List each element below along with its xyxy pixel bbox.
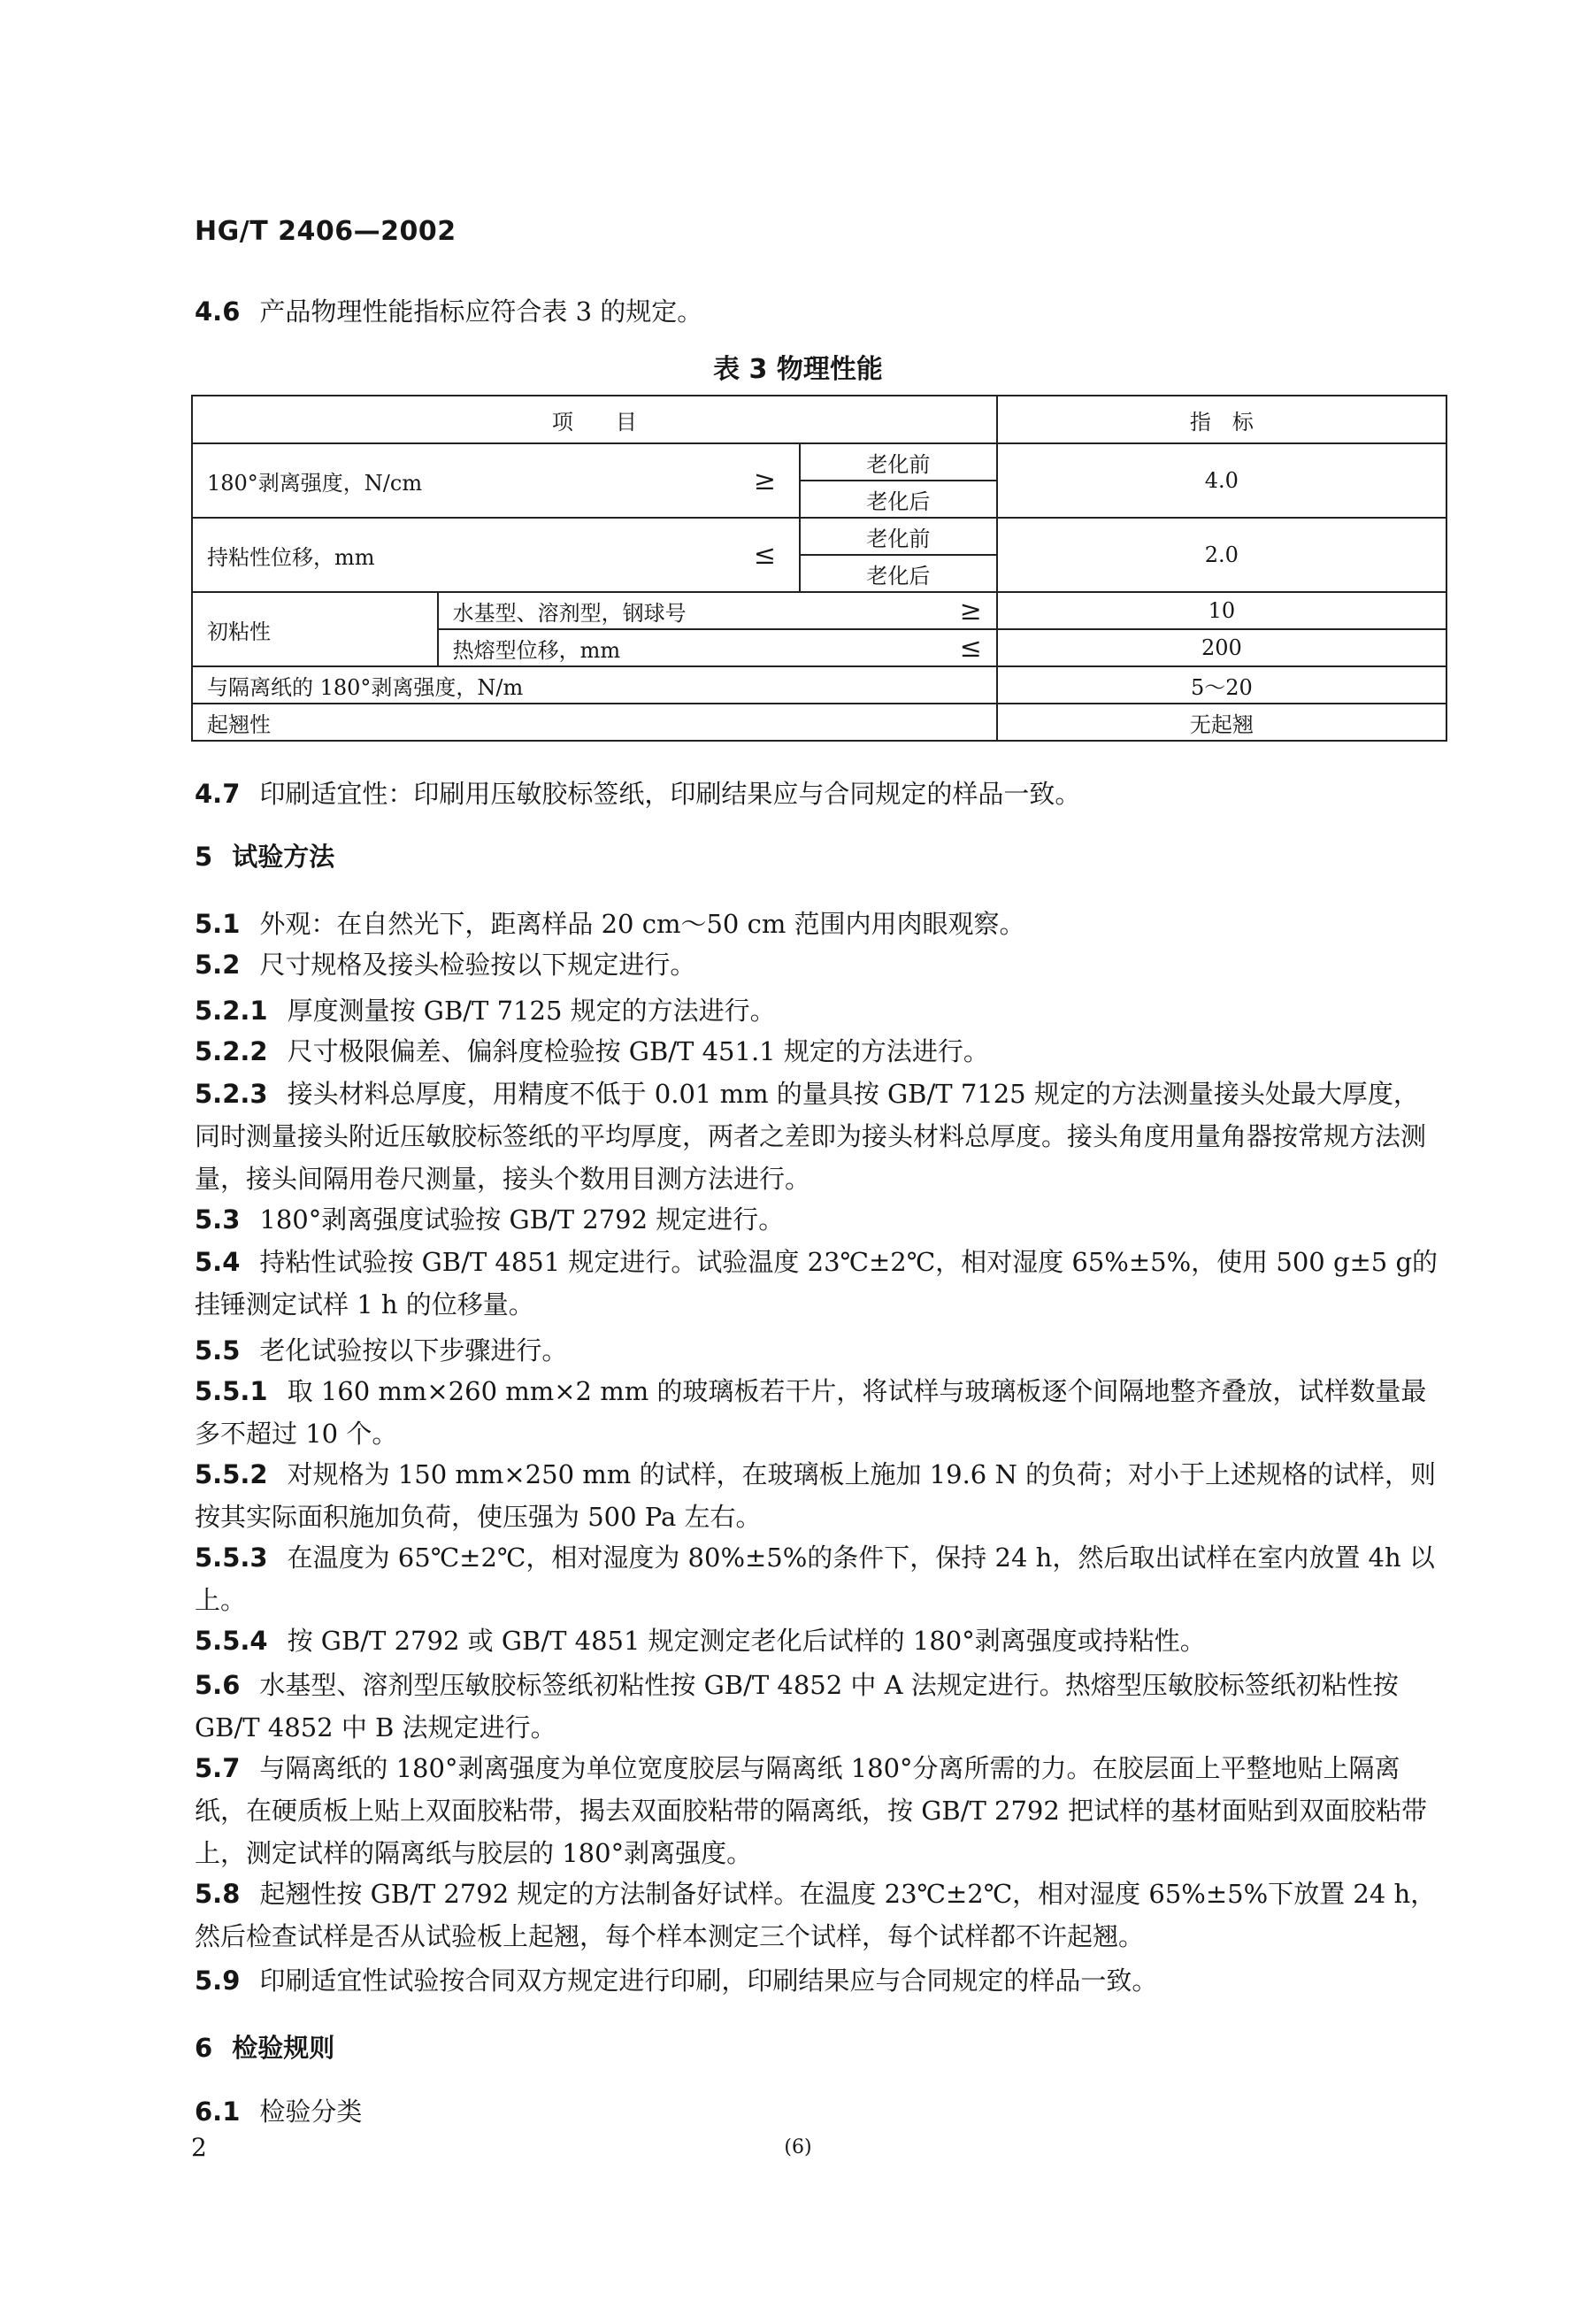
tack-row1-cell bbox=[438, 592, 997, 629]
table-row-tack-1 bbox=[192, 592, 1446, 629]
clause-text: 老化试验按以下步骤进行。 bbox=[259, 1335, 568, 1366]
table-caption: 表 3 物理性能 bbox=[713, 354, 883, 385]
hold-before: 老化前 bbox=[800, 518, 997, 555]
clause-number: 4.6 bbox=[195, 296, 241, 327]
clause-5-2-1 bbox=[195, 989, 1444, 1032]
clause-5-3 bbox=[195, 1198, 1444, 1241]
clause-number: 5.6 bbox=[195, 1670, 241, 1700]
clause-4-6 bbox=[195, 290, 1444, 333]
tack-row2-desc: 热熔型位移，mm bbox=[452, 637, 621, 663]
clause-text: 按 GB/T 2792 或 GB/T 4851 规定测定老化后试样的 180°剥离强度或持粘性。 bbox=[287, 1626, 1206, 1656]
lift-value: 无起翘 bbox=[997, 704, 1446, 741]
hold-value: 2.0 bbox=[997, 518, 1446, 592]
clause-5-8 bbox=[195, 1873, 1444, 1958]
tack-row2-value: 200 bbox=[997, 629, 1446, 666]
clause-number: 5.7 bbox=[195, 1753, 241, 1783]
peel-after: 老化后 bbox=[800, 481, 997, 518]
clause-text: 印刷适宜性：印刷用压敏胶标签纸，印刷结果应与合同规定的样品一致。 bbox=[259, 779, 1081, 809]
clause-5-5-4 bbox=[195, 1619, 1444, 1662]
tack-row2-cell bbox=[438, 629, 997, 666]
clause-text: 尺寸极限偏差、偏斜度检验按 GB/T 451.1 规定的方法进行。 bbox=[287, 1036, 989, 1066]
clause-text: 取 160 mm×260 mm×2 mm 的玻璃板若干片，将试样与玻璃板逐个间隔地整齐叠放，试样数量最多不超过 10 个。 bbox=[195, 1376, 1427, 1449]
clause-text: 产品物理性能指标应符合表 3 的规定。 bbox=[259, 296, 703, 327]
tack-row1-value: 10 bbox=[997, 592, 1446, 629]
clause-text: 厚度测量按 GB/T 7125 规定的方法进行。 bbox=[287, 996, 776, 1026]
clause-number: 5.4 bbox=[195, 1247, 241, 1277]
table-row-hold-before bbox=[192, 518, 1446, 555]
section-number: 5 bbox=[195, 842, 213, 872]
clause-5-4 bbox=[195, 1241, 1444, 1326]
document-code: HG/T 2406—2002 bbox=[195, 216, 457, 247]
header-index: 指 标 bbox=[997, 396, 1446, 443]
clause-number: 5.5 bbox=[195, 1335, 241, 1366]
page-number: 2 bbox=[191, 2133, 207, 2162]
table-row-release bbox=[192, 666, 1446, 704]
clause-5-9 bbox=[195, 1959, 1444, 2002]
clause-text: 检验分类 bbox=[259, 2096, 363, 2127]
section-5-heading bbox=[195, 835, 1444, 878]
clause-text: 对规格为 150 mm×250 mm 的试样，在玻璃板上施加 19.6 N 的负荷；对小于上述规格的试样，则按其实际面积施加负荷，使压强为 500 Pa 左右。 bbox=[195, 1459, 1437, 1532]
clause-number: 5.5.2 bbox=[195, 1459, 268, 1489]
clause-5-5-1 bbox=[195, 1370, 1444, 1455]
peel-symbol: ≥ bbox=[753, 465, 776, 496]
physical-properties-table bbox=[191, 395, 1447, 742]
clause-number: 5.5.1 bbox=[195, 1376, 268, 1406]
clause-number: 5.2.1 bbox=[195, 996, 268, 1026]
clause-5-5 bbox=[195, 1329, 1444, 1372]
peel-label: 180°剥离强度，N/cm bbox=[207, 470, 423, 496]
clause-5-1 bbox=[195, 903, 1444, 945]
clause-5-6 bbox=[195, 1664, 1444, 1749]
header-item: 项 目 bbox=[192, 396, 997, 443]
tack-row2-symbol: ≤ bbox=[959, 632, 982, 664]
table-row-peel-before bbox=[192, 443, 1446, 481]
clause-text: 与隔离纸的 180°剥离强度为单位宽度胶层与隔离纸 180°分离所需的力。在胶层面上平整地贴上隔离纸，在硬质板上贴上双面胶粘带，揭去双面胶粘带的隔离纸，按 GB/T 2792 把试样的基材面贴到双面胶粘带上，测定试样的隔离纸与胶层的 180°剥离强度。 bbox=[195, 1753, 1428, 1868]
hold-label: 持粘性位移，mm bbox=[207, 544, 375, 570]
section-number: 6 bbox=[195, 2033, 213, 2063]
clause-number: 5.1 bbox=[195, 909, 241, 939]
release-label: 与隔离纸的 180°剥离强度，N/m bbox=[192, 666, 997, 704]
clause-text: 外观：在自然光下，距离样品 20 cm～50 cm 范围内用肉眼观察。 bbox=[259, 909, 1025, 939]
peel-before: 老化前 bbox=[800, 443, 997, 481]
section-title: 检验规则 bbox=[232, 2033, 335, 2063]
hold-symbol: ≤ bbox=[753, 539, 776, 571]
tack-row1-desc: 水基型、溶剂型，钢球号 bbox=[452, 600, 687, 626]
release-value: 5～20 bbox=[997, 666, 1446, 704]
clause-5-2-2 bbox=[195, 1030, 1444, 1073]
clause-5-2 bbox=[195, 943, 1444, 986]
clause-6-1 bbox=[195, 2090, 1444, 2133]
section-6-heading bbox=[195, 2027, 1444, 2069]
clause-number: 5.2.3 bbox=[195, 1079, 268, 1109]
clause-text: 持粘性试验按 GB/T 4851 规定进行。试验温度 23℃±2℃，相对湿度 65%±5%，使用 500 g±5 g的挂锤测定试样 1 h 的位移量。 bbox=[195, 1247, 1439, 1319]
lift-label: 起翘性 bbox=[192, 704, 997, 741]
page-sequence: (6) bbox=[784, 2136, 812, 2158]
table-header-row bbox=[192, 396, 1446, 443]
clause-number: 4.7 bbox=[195, 779, 241, 809]
clause-number: 5.8 bbox=[195, 1879, 241, 1909]
clause-4-7 bbox=[195, 773, 1444, 815]
clause-5-5-3 bbox=[195, 1536, 1444, 1621]
clause-5-7 bbox=[195, 1747, 1444, 1874]
clause-5-5-2 bbox=[195, 1453, 1444, 1538]
clause-5-2-3 bbox=[195, 1073, 1444, 1200]
clause-number: 5.5.4 bbox=[195, 1626, 268, 1656]
clause-text: 在温度为 65℃±2℃，相对湿度为 80%±5%的条件下，保持 24 h，然后取出试样在室内放置 4h 以上。 bbox=[195, 1543, 1435, 1615]
clause-text: 水基型、溶剂型压敏胶标签纸初粘性按 GB/T 4852 中 A 法规定进行。热熔型压敏胶标签纸初粘性按 GB/T 4852 中 B 法规定进行。 bbox=[195, 1670, 1399, 1743]
clause-number: 5.3 bbox=[195, 1204, 241, 1235]
clause-number: 6.1 bbox=[195, 2096, 241, 2127]
section-title: 试验方法 bbox=[232, 842, 335, 872]
table-row-lift bbox=[192, 704, 1446, 741]
clause-text: 180°剥离强度试验按 GB/T 2792 规定进行。 bbox=[259, 1204, 785, 1235]
clause-number: 5.5.3 bbox=[195, 1543, 268, 1573]
clause-text: 接头材料总厚度，用精度不低于 0.01 mm 的量具按 GB/T 7125 规定的方法测量接头处最大厚度，同时测量接头附近压敏胶标签纸的平均厚度，两者之差即为接头材料总厚度。接头角度用量角器按常规方法测量，接头间隔用卷尺测量，接头个数用目测方法进行。 bbox=[195, 1079, 1427, 1194]
tack-row1-symbol: ≥ bbox=[959, 595, 982, 627]
peel-value: 4.0 bbox=[997, 443, 1446, 518]
clause-number: 5.9 bbox=[195, 1966, 241, 1996]
clause-text: 起翘性按 GB/T 2792 规定的方法制备好试样。在温度 23℃±2℃，相对湿度 65%±5%下放置 24 h，然后检查试样是否从试验板上起翘，每个样本测定三个试样，每个试样都不许起翘。 bbox=[195, 1879, 1437, 1951]
tack-label: 初粘性 bbox=[192, 592, 438, 666]
peel-label-cell bbox=[192, 443, 800, 518]
clause-text: 印刷适宜性试验按合同双方规定进行印刷，印刷结果应与合同规定的样品一致。 bbox=[259, 1966, 1158, 1996]
clause-number: 5.2 bbox=[195, 950, 241, 980]
clause-number: 5.2.2 bbox=[195, 1036, 268, 1066]
hold-after: 老化后 bbox=[800, 555, 997, 592]
hold-label-cell bbox=[192, 518, 800, 592]
clause-text: 尺寸规格及接头检验按以下规定进行。 bbox=[259, 950, 696, 980]
